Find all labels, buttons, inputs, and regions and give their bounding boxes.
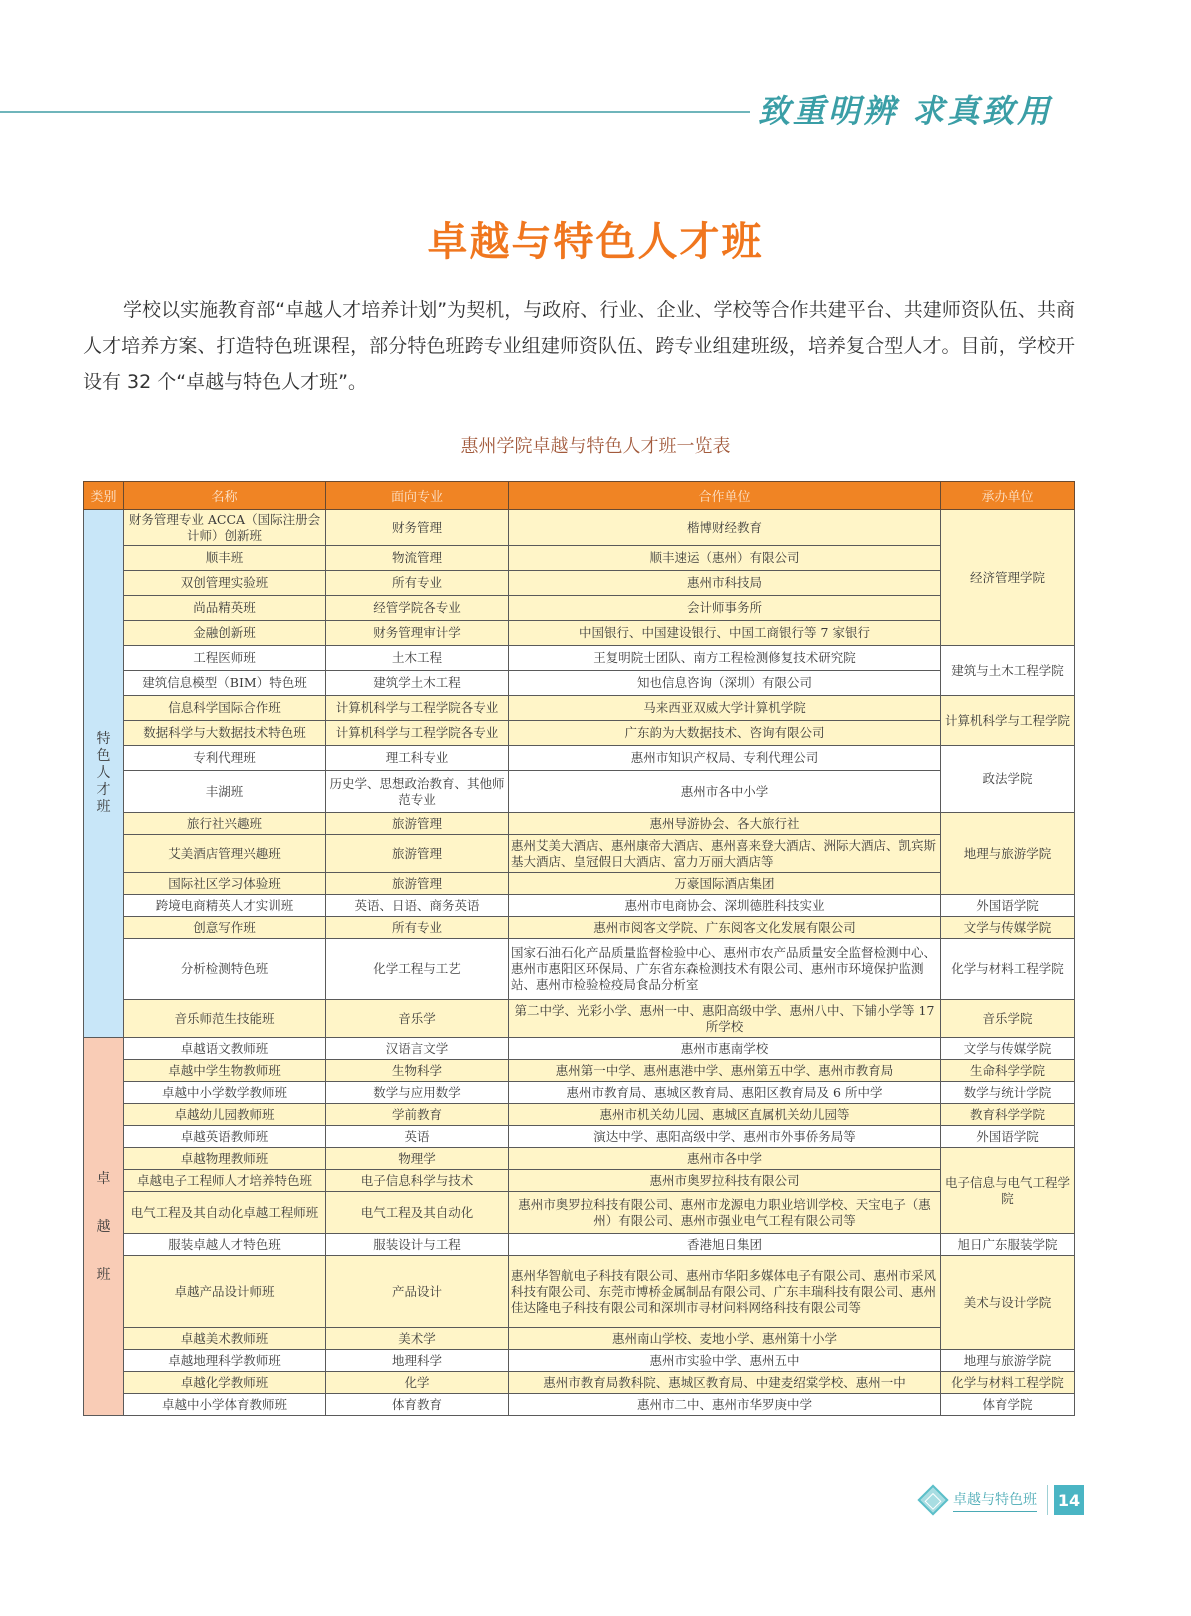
partner: 中国银行、中国建设银行、中国工商银行等 7 家银行: [509, 621, 941, 646]
class-name: 旅行社兴趣班: [124, 813, 326, 835]
class-name: 卓越中学生物教师班: [124, 1060, 326, 1082]
table-caption: 惠州学院卓越与特色人才班一览表: [460, 436, 731, 457]
major: 化学: [326, 1372, 509, 1394]
partner: 惠州市教育局、惠城区教育局、惠阳区教育局及 6 所中学: [509, 1082, 941, 1104]
major: 历史学、思想政治教育、其他师范专业: [326, 771, 509, 813]
class-name: 卓越英语教师班: [124, 1126, 326, 1148]
class-name: 卓越美术教师班: [124, 1328, 326, 1350]
host: 旭日广东服装学院: [941, 1234, 1075, 1256]
table-row: [84, 1000, 1075, 1038]
partner: 惠州市科技局: [509, 571, 941, 596]
partner: 惠州市二中、惠州市华罗庚中学: [509, 1394, 941, 1416]
partner: 楷博财经教育: [509, 510, 941, 546]
table-row: [84, 835, 1075, 873]
host: 文学与传媒学院: [941, 1038, 1075, 1060]
class-name: 卓越产品设计师班: [124, 1256, 326, 1328]
category-label: 特色人才班: [96, 731, 111, 815]
partner: 惠州市各中小学: [509, 771, 941, 813]
class-name: 双创管理实验班: [124, 571, 326, 596]
host: 文学与传媒学院: [941, 917, 1075, 939]
major: 财务管理审计学: [326, 621, 509, 646]
partner: 惠州市实验中学、惠州五中: [509, 1350, 941, 1372]
class-name: 数据科学与大数据技术特色班: [124, 721, 326, 746]
class-name: 金融创新班: [124, 621, 326, 646]
partner: 香港旭日集团: [509, 1234, 941, 1256]
partner: 惠州市电商协会、深圳德胜科技实业: [509, 895, 941, 917]
partner: 演达中学、惠阳高级中学、惠州市外事侨务局等: [509, 1126, 941, 1148]
partner: 惠州市各中学: [509, 1148, 941, 1170]
major: 理工科专业: [326, 746, 509, 771]
host: 体育学院: [941, 1394, 1075, 1416]
class-name: 卓越语文教师班: [124, 1038, 326, 1060]
host: 政法学院: [941, 746, 1075, 813]
col-header-name: 名称: [124, 482, 326, 510]
major: 财务管理: [326, 510, 509, 546]
class-name: 建筑信息模型（BIM）特色班: [124, 671, 326, 696]
host: 建筑与土木工程学院: [941, 646, 1075, 696]
class-name: 卓越化学教师班: [124, 1372, 326, 1394]
class-name: 艾美酒店管理兴趣班: [124, 835, 326, 873]
col-header-major: 面向专业: [326, 482, 509, 510]
host: 外国语学院: [941, 1126, 1075, 1148]
intro-paragraph: [83, 292, 1075, 400]
major: 物流管理: [326, 546, 509, 571]
host: 教育科学学院: [941, 1104, 1075, 1126]
table-row: [84, 671, 1075, 696]
page-title: 卓越与特色人才班: [427, 219, 764, 265]
col-header-category: 类别: [84, 482, 124, 510]
major: 电子信息科学与技术: [326, 1170, 509, 1192]
partner: 万豪国际酒店集团: [509, 873, 941, 895]
table-row: [84, 1234, 1075, 1256]
table-row: [84, 1038, 1075, 1060]
table-row: [84, 546, 1075, 571]
partner: 王复明院士团队、南方工程检测修复技术研究院: [509, 646, 941, 671]
partner: 惠州市教育局教科院、惠城区教育局、中建麦绍棠学校、惠州一中: [509, 1372, 941, 1394]
col-header-partner: 合作单位: [509, 482, 941, 510]
partner: 第二中学、光彩小学、惠州一中、惠阳高级中学、惠州八中、下铺小学等 17 所学校: [509, 1000, 941, 1038]
table-row: [84, 721, 1075, 746]
table-row: [84, 621, 1075, 646]
partner: 惠州市机关幼儿园、惠城区直属机关幼儿园等: [509, 1104, 941, 1126]
partner: 惠州艾美大酒店、惠州康帝大酒店、惠州喜来登大酒店、洲际大酒店、凯宾斯基大酒店、皇冠假日大酒店、富力万丽大酒店等: [509, 835, 941, 873]
major: 美术学: [326, 1328, 509, 1350]
class-name: 服装卓越人才特色班: [124, 1234, 326, 1256]
partner: 国家石油石化产品质量监督检验中心、惠州市农产品质量安全监督检测中心、惠州市惠阳区环保局、广东省东森检测技术有限公司、惠州市环境保护监测站、惠州市检验检疫局食品分析室: [509, 939, 941, 1000]
partner: 惠州市奥罗拉科技有限公司: [509, 1170, 941, 1192]
major: 建筑学土木工程: [326, 671, 509, 696]
table-row: [84, 895, 1075, 917]
table-row: [84, 1060, 1075, 1082]
host: 地理与旅游学院: [941, 813, 1075, 895]
category-cell-special: [84, 510, 124, 1038]
major: 学前教育: [326, 1104, 509, 1126]
table-row: [84, 1192, 1075, 1234]
class-name: 卓越幼儿园教师班: [124, 1104, 326, 1126]
class-name: 财务管理专业 ACCA（国际注册会计师）创新班: [124, 510, 326, 546]
class-name: 国际社区学习体验班: [124, 873, 326, 895]
major: 服装设计与工程: [326, 1234, 509, 1256]
table-row: [84, 696, 1075, 721]
classes-table: [83, 481, 1075, 1416]
table-row: [84, 746, 1075, 771]
class-name: 卓越物理教师班: [124, 1148, 326, 1170]
host: 化学与材料工程学院: [941, 1372, 1075, 1394]
host: 生命科学学院: [941, 1060, 1075, 1082]
footer-divider: [1047, 1485, 1048, 1515]
table-row: [84, 1350, 1075, 1372]
class-name: 音乐师范生技能班: [124, 1000, 326, 1038]
class-name: 电气工程及其自动化卓越工程师班: [124, 1192, 326, 1234]
major: 英语: [326, 1126, 509, 1148]
table-row: [84, 1256, 1075, 1328]
major: 化学工程与工艺: [326, 939, 509, 1000]
major: 生物科学: [326, 1060, 509, 1082]
major: 计算机科学与工程学院各专业: [326, 721, 509, 746]
header-rule: [0, 111, 750, 113]
table-row: [84, 1148, 1075, 1170]
category-cell-excellence: [84, 1038, 124, 1416]
table-row: [84, 1170, 1075, 1192]
partner: 惠州第一中学、惠州惠港中学、惠州第五中学、惠州市教育局: [509, 1060, 941, 1082]
table-row: [84, 771, 1075, 813]
partner: 惠州市知识产权局、专利代理公司: [509, 746, 941, 771]
host: 数学与统计学院: [941, 1082, 1075, 1104]
partner: 顺丰速运（惠州）有限公司: [509, 546, 941, 571]
major: 经管学院各专业: [326, 596, 509, 621]
major: 旅游管理: [326, 813, 509, 835]
category-label: 卓越班: [96, 1170, 111, 1283]
host: 计算机科学与工程学院: [941, 696, 1075, 746]
major: 土木工程: [326, 646, 509, 671]
section-label: 卓越与特色班: [953, 1489, 1037, 1512]
class-name: 卓越电子工程师人才培养特色班: [124, 1170, 326, 1192]
partner: 惠州市奥罗拉科技有限公司、惠州市龙源电力职业培训学校、天宝电子（惠州）有限公司、惠州市强业电气工程有限公司等: [509, 1192, 941, 1234]
host: 地理与旅游学院: [941, 1350, 1075, 1372]
class-name: 专利代理班: [124, 746, 326, 771]
class-name: 卓越中小学体育教师班: [124, 1394, 326, 1416]
table-row: [84, 1104, 1075, 1126]
table-header-row: [84, 482, 1075, 510]
class-name: 信息科学国际合作班: [124, 696, 326, 721]
partner: 惠州市惠南学校: [509, 1038, 941, 1060]
host: 电子信息与电气工程学院: [941, 1148, 1075, 1234]
table-row: [84, 646, 1075, 671]
major: 产品设计: [326, 1256, 509, 1328]
major: 汉语言文学: [326, 1038, 509, 1060]
table-row: [84, 510, 1075, 546]
major: 音乐学: [326, 1000, 509, 1038]
major: 地理科学: [326, 1350, 509, 1372]
partner: 惠州南山学校、麦地小学、惠州第十小学: [509, 1328, 941, 1350]
class-name: 跨境电商精英人才实训班: [124, 895, 326, 917]
table-row: [84, 1394, 1075, 1416]
major: 物理学: [326, 1148, 509, 1170]
diamond-emblem-icon: [917, 1484, 948, 1515]
partner: 惠州导游协会、各大旅行社: [509, 813, 941, 835]
table-row: [84, 571, 1075, 596]
partner: 惠州市阅客文学院、广东阅客文化发展有限公司: [509, 917, 941, 939]
major: 计算机科学与工程学院各专业: [326, 696, 509, 721]
table-row: [84, 917, 1075, 939]
major: 体育教育: [326, 1394, 509, 1416]
major: 数学与应用数学: [326, 1082, 509, 1104]
class-name: 顺丰班: [124, 546, 326, 571]
class-name: 丰湖班: [124, 771, 326, 813]
major: 电气工程及其自动化: [326, 1192, 509, 1234]
host: 美术与设计学院: [941, 1256, 1075, 1350]
table-row: [84, 939, 1075, 1000]
class-name: 分析检测特色班: [124, 939, 326, 1000]
host: 化学与材料工程学院: [941, 939, 1075, 1000]
class-name: 创意写作班: [124, 917, 326, 939]
table-row: [84, 1372, 1075, 1394]
table-row: [84, 1126, 1075, 1148]
major: 所有专业: [326, 571, 509, 596]
col-header-host: 承办单位: [941, 482, 1075, 510]
table-row: [84, 1082, 1075, 1104]
partner: 广东韵为大数据技术、咨询有限公司: [509, 721, 941, 746]
host: 音乐学院: [941, 1000, 1075, 1038]
table-row: [84, 596, 1075, 621]
major: 旅游管理: [326, 835, 509, 873]
major: 英语、日语、商务英语: [326, 895, 509, 917]
partner: 知也信息咨询（深圳）有限公司: [509, 671, 941, 696]
partner: 惠州华智航电子科技有限公司、惠州市华阳多媒体电子有限公司、惠州市采风科技有限公司、东莞市博桥金属制品有限公司、广东丰瑞科技有限公司、惠州佳达隆电子科技有限公司和深圳市寻材问料网络科技有限公司等: [509, 1256, 941, 1328]
class-name: 尚品精英班: [124, 596, 326, 621]
class-name: 工程医师班: [124, 646, 326, 671]
page-number: 14: [1054, 1485, 1084, 1515]
major: 旅游管理: [326, 873, 509, 895]
host: 外国语学院: [941, 895, 1075, 917]
table-row: [84, 813, 1075, 835]
table-row: [84, 1328, 1075, 1350]
intro-text: 学校以实施教育部“卓越人才培养计划”为契机，与政府、行业、企业、学校等合作共建平台、共建师资队伍、共商人才培养方案、打造特色班课程，部分特色班跨专业组建师资队伍、跨专业组建班级，培养复合型人才。目前，学校开设有 32 个“卓越与特色人才班”。: [83, 299, 1075, 393]
host: 经济管理学院: [941, 510, 1075, 646]
page-footer: [922, 1483, 1084, 1517]
partner: 马来西亚双威大学计算机学院: [509, 696, 941, 721]
class-name: 卓越中小学数学教师班: [124, 1082, 326, 1104]
major: 所有专业: [326, 917, 509, 939]
table-row: [84, 873, 1075, 895]
partner: 会计师事务所: [509, 596, 941, 621]
school-motto: 致重明辨 求真致用: [758, 92, 1053, 130]
class-name: 卓越地理科学教师班: [124, 1350, 326, 1372]
